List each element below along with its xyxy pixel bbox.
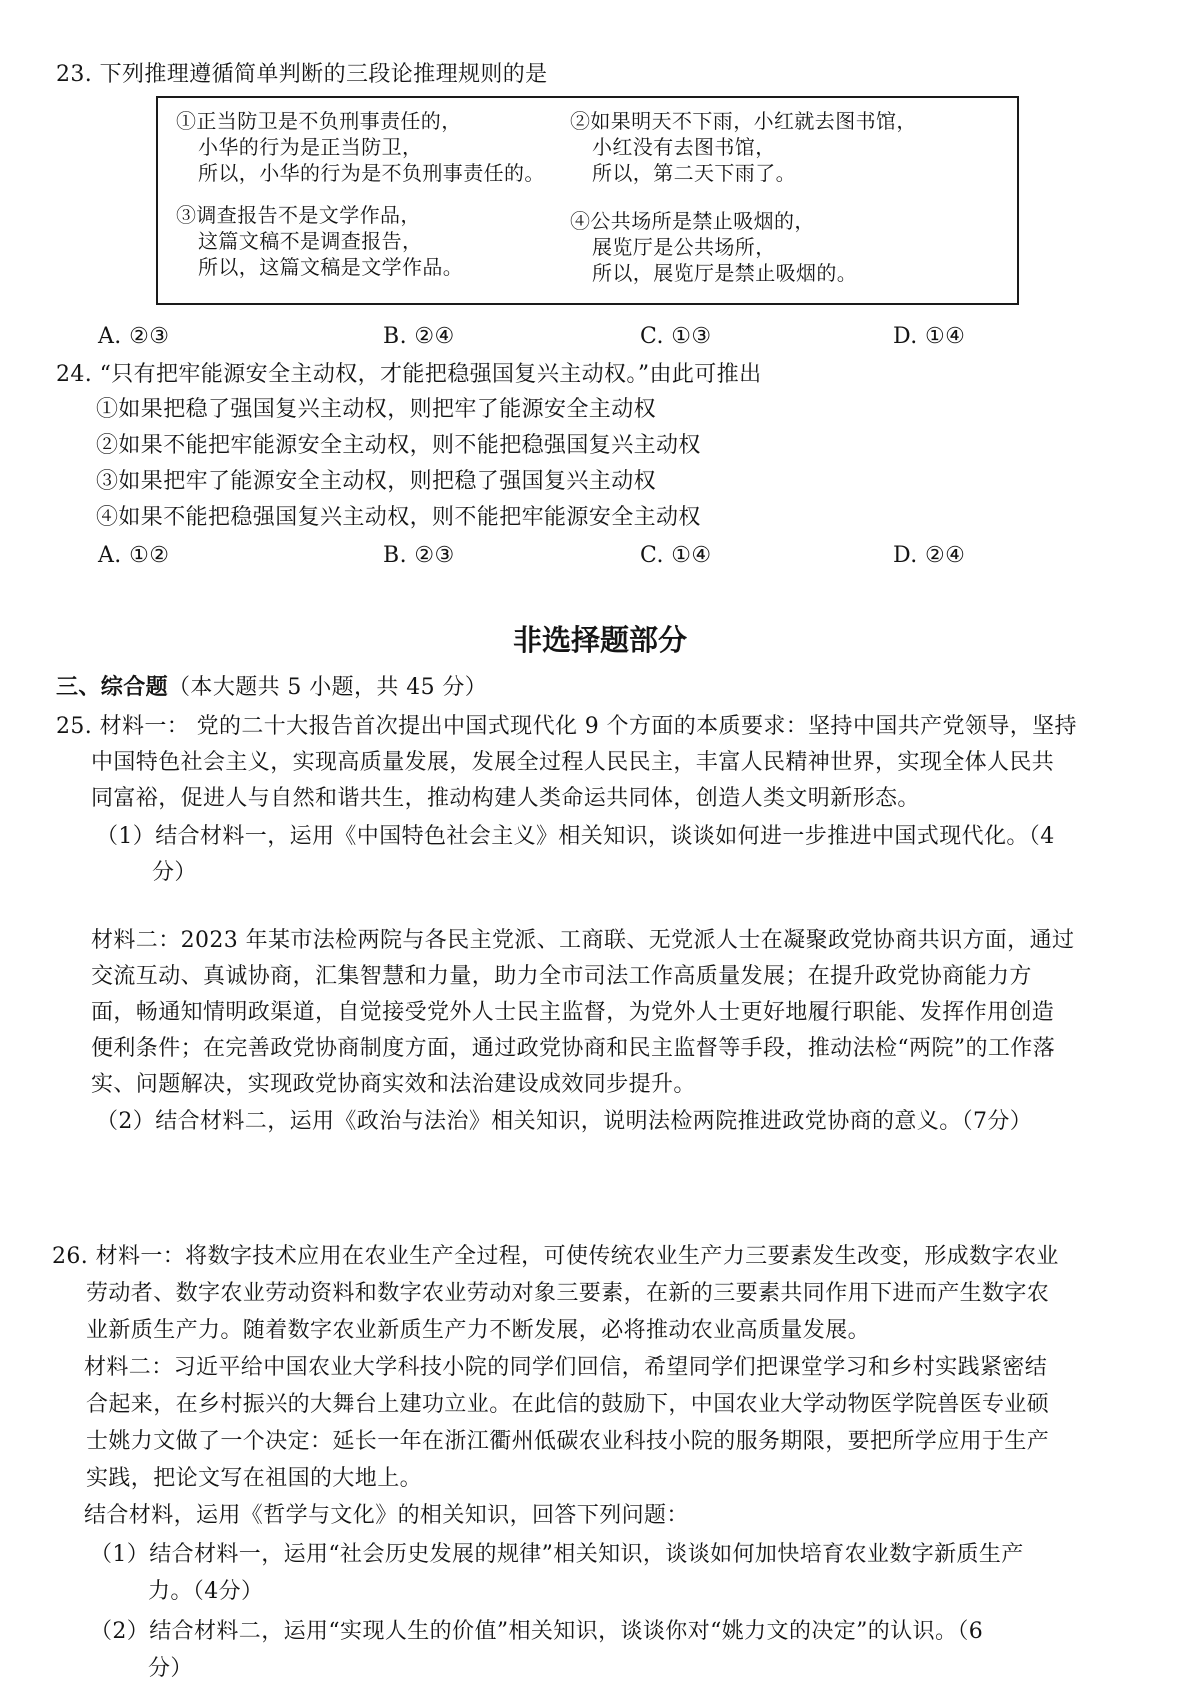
q26-sub2-line2: 分）	[148, 1656, 193, 1681]
q25-material2-line2: 交流互动、真诚协商，汇集智慧和力量，助力全市司法工作高质量发展；在提升政党协商能力方	[91, 964, 1032, 989]
q23-s1-line3: 所以，小华的行为是不负刑事责任的。	[198, 161, 545, 185]
q23-stem: 23. 下列推理遵循简单判断的三段论推理规则的是	[56, 62, 548, 87]
q23-s3-line3: 所以，这篇文稿是文学作品。	[198, 255, 464, 279]
q25-material1-line3: 同富裕，促进人与自然和谐共生，推动构建人类命运共同体，创造人类文明新形态。	[91, 786, 920, 811]
q23-s2-line1: ②如果明天不下雨，小红就去图书馆，	[570, 109, 917, 133]
part3-header	[56, 672, 487, 703]
q26-material2-line1: 材料二：习近平给中国农业大学科技小院的同学们回信，希望同学们把课堂学习和乡村实践紧密结	[84, 1355, 1048, 1380]
q23-option-b: B. ②④	[383, 324, 455, 349]
q23-s1-line2: 小华的行为是正当防卫，	[198, 135, 423, 159]
q26-material2-line2: 合起来，在乡村振兴的大舞台上建功立业。在此信的鼓励下，中国农业大学动物医学院兽医专业硕	[86, 1392, 1050, 1417]
q26-sub1-line2: 力。（4分）	[148, 1579, 264, 1604]
q23-s2-line3: 所以，第二天下雨了。	[592, 161, 796, 185]
q26-material2-line3: 士姚力文做了一个决定：延长一年在浙江衢州低碳农业科技小院的服务期限，要把所学应用于生产	[86, 1429, 1050, 1454]
q24-option-c: C. ①④	[640, 543, 712, 568]
q23-option-c: C. ①③	[640, 324, 712, 349]
q24-item-3: ③如果把牢了能源安全主动权，则把稳了强国复兴主动权	[96, 469, 657, 494]
q25-material2-line4: 便利条件；在完善政党协商制度方面，通过政党协商和民主监督等手段，推动法检“两院”的工作落	[91, 1036, 1056, 1061]
q26-sub1-line1: （1）结合材料一，运用“社会历史发展的规律”相关知识，谈谈如何加快培育农业数字新质生产	[90, 1542, 1024, 1567]
q23-s4-line2: 展览厅是公共场所，	[592, 235, 776, 259]
q25-material1-line1: 25. 材料一： 党的二十大报告首次提出中国式现代化 9 个方面的本质要求：坚持中国共产党领导，坚持	[56, 714, 1077, 739]
q26-material2-line4: 实践，把论文写在祖国的大地上。	[86, 1466, 423, 1491]
q25-material1-line2: 中国特色社会主义，实现高质量发展，发展全过程人民民主，丰富人民精神世界，实现全体人民共	[91, 750, 1055, 775]
q25-sub1-line2: 分）	[152, 860, 197, 885]
q23-s3-line2: 这篇文稿不是调查报告，	[198, 229, 423, 253]
q24-item-4: ④如果不能把稳强国复兴主动权，则不能把牢能源安全主动权	[96, 505, 701, 530]
q24-item-1: ①如果把稳了强国复兴主动权，则把牢了能源安全主动权	[96, 397, 657, 422]
q23-s4-line1: ④公共场所是禁止吸烟的，	[570, 209, 815, 233]
q25-material2-line3: 面，畅通知情明政渠道，自觉接受党外人士民主监督，为党外人士更好地履行职能、发挥作用创造	[91, 1000, 1055, 1025]
q26-material1-line2: 劳动者、数字农业劳动资料和数字农业劳动对象三要素，在新的三要素共同作用下进而产生数字农	[86, 1281, 1050, 1306]
q26-sub2-line1: （2）结合材料二，运用“实现人生的价值”相关知识，谈谈你对“姚力文的决定”的认识。（6	[90, 1619, 984, 1644]
part3-note: （本大题共 5 小题，共 45 分）	[168, 675, 488, 700]
q23-s1-line1: ①正当防卫是不负刑事责任的，	[176, 109, 462, 133]
q24-item-2: ②如果不能把牢能源安全主动权，则不能把稳强国复兴主动权	[96, 433, 701, 458]
part3-label: 三、综合题	[56, 674, 169, 700]
q25-material2-line5: 实、问题解决，实现政党协商实效和法治建设成效同步提升。	[91, 1072, 696, 1097]
q24-stem: 24. “只有把牢能源安全主动权，才能把稳强国复兴主动权。”由此可推出	[56, 362, 762, 387]
q26-material1-line1: 26. 材料一：将数字技术应用在农业生产全过程，可使传统农业生产力三要素发生改变，形成数字农业	[52, 1244, 1059, 1269]
q23-syllogism-box	[156, 96, 1019, 305]
q23-option-a: A. ②③	[98, 324, 170, 349]
q26-material1-line3: 业新质生产力。随着数字农业新质生产力不断发展，必将推动农业高质量发展。	[86, 1318, 871, 1343]
section-title: 非选择题部分	[512, 623, 687, 657]
q23-s3-line1: ③调查报告不是文学作品，	[176, 203, 421, 227]
q23-s4-line3: 所以，展览厅是禁止吸烟的。	[592, 261, 858, 285]
q23-option-d: D. ①④	[893, 324, 966, 349]
q24-option-d: D. ②④	[893, 543, 966, 568]
q23-s2-line2: 小红没有去图书馆，	[592, 135, 776, 159]
q24-option-b: B. ②③	[383, 543, 455, 568]
q25-material2-line1: 材料二：2023 年某市法检两院与各民主党派、工商联、无党派人士在凝聚政党协商共识方面，通过	[91, 928, 1075, 953]
q25-sub2: （2）结合材料二，运用《政治与法治》相关知识，说明法检两院推进政党协商的意义。（7分）	[96, 1109, 1033, 1134]
q24-option-a: A. ①②	[98, 543, 170, 568]
q26-intro: 结合材料，运用《哲学与文化》的相关知识，回答下列问题：	[84, 1503, 689, 1528]
q25-sub1-line1: （1）结合材料一，运用《中国特色社会主义》相关知识，谈谈如何进一步推进中国式现代化。（4	[96, 824, 1055, 849]
